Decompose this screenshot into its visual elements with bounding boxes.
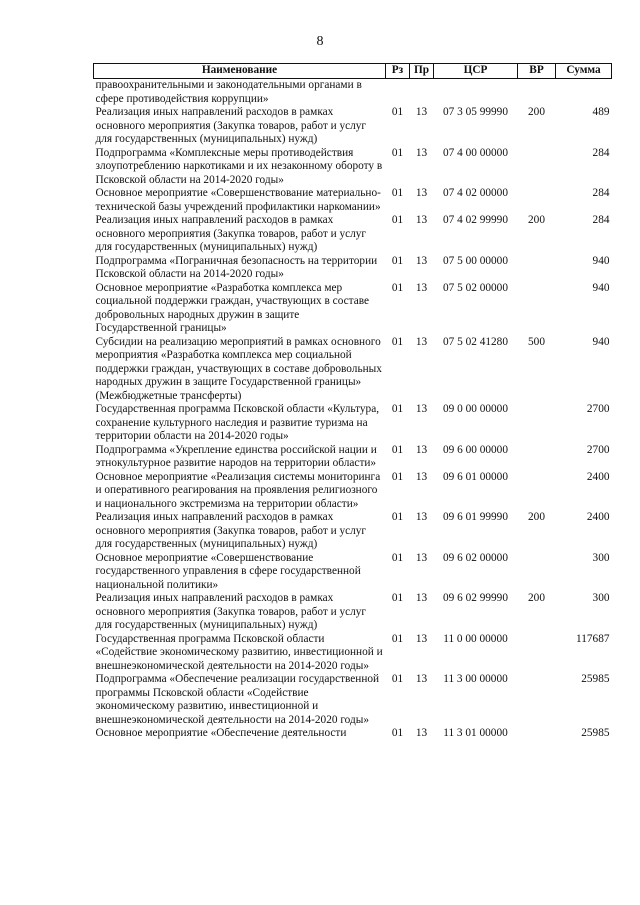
cell-pr: 13 — [415, 632, 428, 645]
cell-pr — [410, 79, 434, 107]
cell-name: Основное мероприятие «Совершенствование материально-технической базы учреждений профилактики наркомании» — [95, 187, 381, 213]
table-row — [94, 552, 612, 593]
cell-sum: 2400 — [586, 511, 610, 523]
cell-name: Субсидии на реализацию мероприятий в рамках основного мероприятия «Разработка комплекса мер социальной поддержки граждан, участвующих в составе добровольных народных дружин в защите Государственной границы» (Межбюджетные трансферты) — [95, 335, 382, 402]
table-row — [94, 673, 612, 727]
cell-csr: 07 4 00 00000 — [443, 146, 508, 159]
cell-name: Государственная программа Псковской области «Культура, сохранение культурного наследия и развитие туризма на территории области на 2014-2020 годы» — [95, 403, 380, 442]
cell-vr — [518, 79, 556, 107]
cell-name: Основное мероприятие «Реализация системы мониторинга и оперативного реагирования на проявления религиозного и национального экстремизма на территории области» — [95, 470, 381, 510]
cell-csr: 07 3 05 99990 — [443, 106, 508, 118]
table-row — [94, 403, 612, 444]
cell-csr: 07 4 02 99990 — [443, 214, 508, 226]
cell-pr: 13 — [415, 673, 428, 685]
cell-rz: 01 — [391, 146, 404, 159]
table-row — [94, 147, 612, 188]
cell-rz: 01 — [391, 281, 404, 294]
cell-rz: 01 — [391, 254, 404, 267]
cell-rz: 01 — [391, 214, 404, 226]
cell-sum: 940 — [592, 254, 610, 267]
header-rz: Рз — [386, 64, 410, 79]
page-number: 8 — [316, 34, 324, 49]
cell-csr: 09 6 00 00000 — [443, 443, 508, 456]
cell-vr — [518, 255, 556, 282]
cell-vr — [518, 673, 556, 727]
cell-name: Подпрограмма «Укрепление единства российской нации и этнокультурное развитие народов на территории области» — [95, 443, 377, 469]
cell-rz: 01 — [391, 403, 404, 415]
table-row — [94, 727, 612, 741]
cell-name: Государственная программа Псковской области «Содействие экономическому развитию, инвестиционной и внешнеэкономической деятельности на 2014-2020 годы» — [95, 632, 383, 672]
cell-name: Реализация иных направлений расходов в рамках основного мероприятия (Закупка товаров, работ и услуг для государственных (муниципальных) нужд) — [95, 511, 367, 550]
cell-vr — [518, 282, 556, 336]
cell-sum: 284 — [592, 146, 610, 159]
table-row — [94, 471, 612, 512]
cell-csr: 07 5 00 00000 — [443, 254, 508, 267]
cell-pr: 13 — [415, 443, 428, 456]
table-row — [94, 511, 612, 552]
cell-rz: 01 — [391, 673, 404, 685]
cell-rz: 01 — [391, 443, 404, 456]
cell-csr: 09 6 02 00000 — [443, 551, 508, 564]
table-row — [94, 106, 612, 147]
table-header — [94, 64, 612, 79]
cell-csr: 07 5 02 41280 — [443, 335, 508, 348]
header-row — [94, 64, 612, 79]
cell-vr: 200 — [528, 592, 545, 604]
cell-rz — [386, 79, 410, 107]
cell-csr: 09 0 00 00000 — [443, 403, 508, 415]
cell-rz: 01 — [391, 592, 404, 604]
cell-name: Основное мероприятие «Совершенствование государственного управления в сфере государственной национальной политики» — [95, 551, 361, 591]
cell-sum: 25985 — [581, 727, 610, 739]
cell-rz: 01 — [391, 511, 404, 523]
cell-sum: 117687 — [576, 632, 610, 645]
cell-name: Основное мероприятие «Обеспечение деятельности — [95, 727, 347, 739]
cell-pr: 13 — [415, 146, 428, 159]
cell-sum: 300 — [592, 551, 610, 564]
cell-vr: 200 — [528, 214, 545, 226]
cell-vr: 500 — [528, 335, 545, 348]
cell-pr: 13 — [415, 511, 428, 523]
cell-vr: 200 — [528, 106, 545, 118]
table-row — [94, 336, 612, 404]
cell-pr: 13 — [415, 403, 428, 415]
cell-sum: 2700 — [586, 403, 610, 415]
cell-name: Реализация иных направлений расходов в рамках основного мероприятия (Закупка товаров, работ и услуг для государственных (муниципальных) нужд) — [95, 106, 367, 145]
cell-vr — [518, 147, 556, 188]
cell-vr: 200 — [528, 511, 545, 523]
cell-vr — [518, 552, 556, 593]
header-name: Наименование — [94, 64, 386, 79]
table-row — [94, 79, 612, 107]
cell-pr: 13 — [415, 727, 428, 739]
cell-csr: 09 6 02 99990 — [443, 592, 508, 604]
cell-csr: 11 0 00 00000 — [443, 632, 508, 645]
cell-sum: 25985 — [581, 673, 610, 685]
cell-sum: 489 — [592, 106, 610, 118]
cell-pr: 13 — [415, 187, 428, 199]
cell-csr: 11 3 00 00000 — [443, 673, 508, 685]
cell-pr: 13 — [415, 592, 428, 604]
cell-name: Основное мероприятие «Разработка комплекса мер социальной поддержки граждан, участвующих в составе добровольных народных дружин в защите Государственной границы» — [95, 281, 370, 334]
cell-rz: 01 — [391, 470, 404, 483]
cell-name: Подпрограмма «Обеспечение реализации государственной программы Псковской области «Содействие экономическому развитию, инвестиционной и внешнеэкономической деятельности на 2014-2020 годы» — [95, 673, 380, 726]
cell-vr — [518, 727, 556, 741]
header-pr: Пр — [410, 64, 434, 79]
cell-pr: 13 — [415, 551, 428, 564]
table-row — [94, 255, 612, 282]
cell-sum: 284 — [592, 187, 610, 199]
cell-name: Реализация иных направлений расходов в рамках основного мероприятия (Закупка товаров, работ и услуг для государственных (муниципальных) нужд) — [95, 214, 367, 253]
cell-name: правоохранительными и законодательными органами в сфере противодействия коррупции» — [95, 79, 362, 105]
cell-csr: 07 4 02 00000 — [443, 187, 508, 199]
cell-sum: 300 — [592, 592, 610, 604]
cell-sum: 940 — [592, 335, 610, 348]
cell-pr: 13 — [415, 281, 428, 294]
cell-name: Подпрограмма «Комплексные меры противодействия злоупотреблению наркотиками и их незаконному обороту в Псковской области на 2014-2020 годы» — [95, 146, 383, 186]
cell-name: Реализация иных направлений расходов в рамках основного мероприятия (Закупка товаров, работ и услуг для государственных (муниципальных) нужд) — [95, 592, 367, 631]
cell-rz: 01 — [391, 632, 404, 645]
cell-rz: 01 — [391, 187, 404, 199]
budget-table — [93, 63, 612, 741]
header-vr: ВР — [518, 64, 556, 79]
cell-sum: 2400 — [586, 470, 610, 483]
cell-rz: 01 — [391, 727, 404, 739]
cell-csr: 09 6 01 99990 — [443, 511, 508, 523]
cell-pr: 13 — [415, 335, 428, 348]
table-row — [94, 282, 612, 336]
cell-vr — [518, 403, 556, 444]
table-row — [94, 187, 612, 214]
table-row — [94, 633, 612, 674]
cell-sum: 940 — [592, 281, 610, 294]
cell-sum — [556, 79, 612, 107]
cell-vr — [518, 444, 556, 471]
header-sum: Сумма — [556, 64, 612, 79]
table-body — [94, 79, 612, 741]
cell-pr: 13 — [415, 470, 428, 483]
table-row — [94, 444, 612, 471]
cell-pr: 13 — [415, 214, 428, 226]
cell-csr: 07 5 02 00000 — [443, 281, 508, 294]
cell-rz: 01 — [391, 106, 404, 118]
cell-sum: 284 — [592, 214, 610, 226]
cell-csr — [434, 79, 518, 107]
cell-vr — [518, 471, 556, 512]
cell-sum: 2700 — [586, 443, 610, 456]
cell-rz: 01 — [391, 551, 404, 564]
cell-vr — [518, 633, 556, 674]
cell-pr: 13 — [415, 106, 428, 118]
table-row — [94, 214, 612, 255]
cell-vr — [518, 187, 556, 214]
cell-csr: 11 3 01 00000 — [443, 727, 508, 739]
header-csr: ЦСР — [434, 64, 518, 79]
cell-pr: 13 — [415, 254, 428, 267]
cell-rz: 01 — [391, 335, 404, 348]
table-row — [94, 592, 612, 633]
cell-csr: 09 6 01 00000 — [443, 470, 508, 483]
cell-name: Подпрограмма «Пограничная безопасность на территории Псковской области на 2014-2020 годы» — [95, 254, 378, 280]
